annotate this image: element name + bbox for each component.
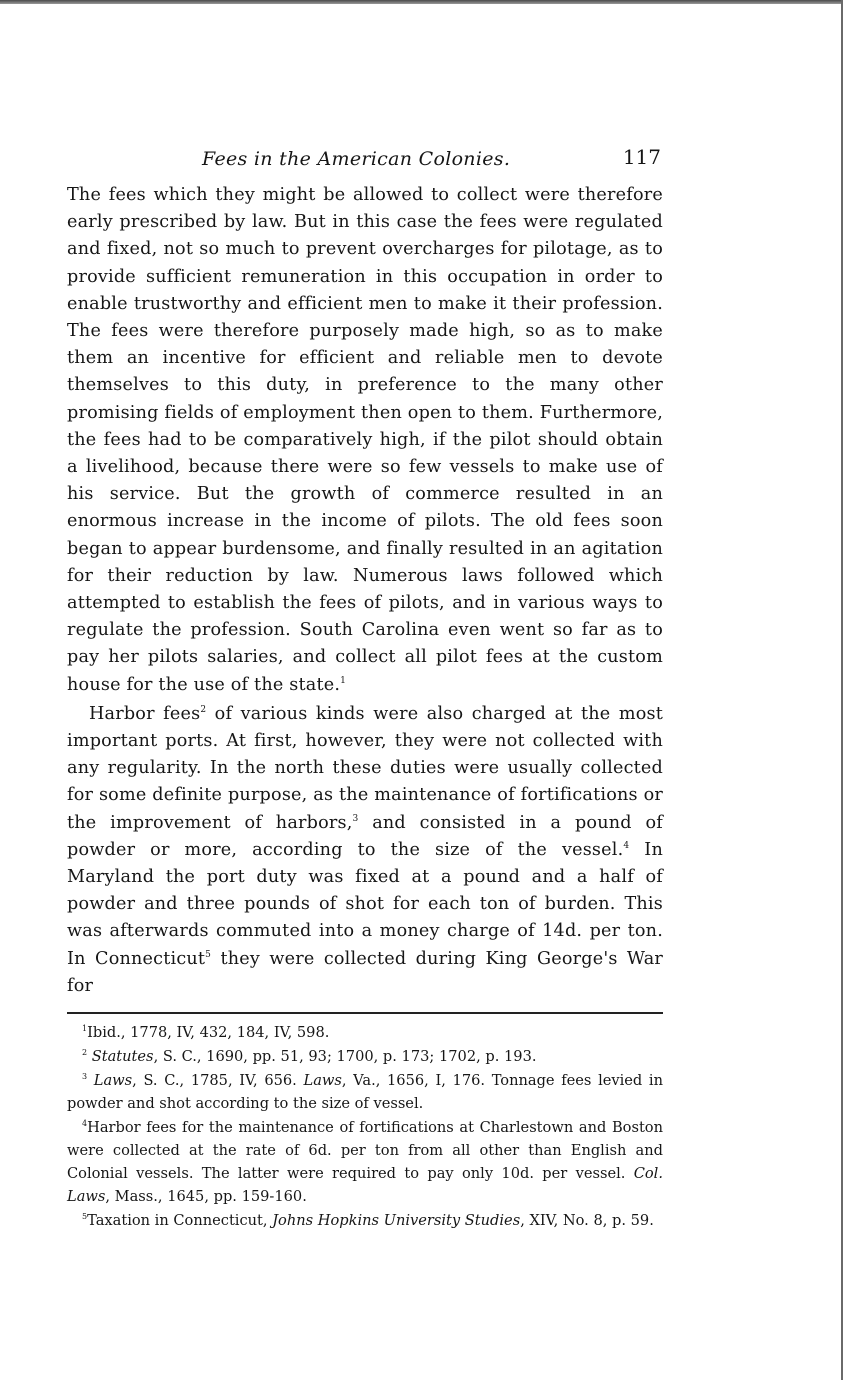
footnote-italic: Statutes <box>91 1048 154 1066</box>
footnote-text: , Mass., 1645, pp. 159-160. <box>105 1188 307 1206</box>
book-page <box>67 140 663 1233</box>
paragraph-text: The fees which they might be allowed to collect were therefore early prescribed by law. But in this case the fees were regulated and fixed, not so much to prevent overcharges for pilotage, as to provide sufficient remuneration in this occupation in order to enable trustworthy and efficient men to make it their profession. The fees were therefore purposely made high, so as to make them an incentive for efficient and reliable men to devote themselves to this duty, in preference to the many other promising fields of employment then open to them. Furthermore, the fees had to be comparatively high, if the pilot should obtain a livelihood, because there were so few vessels to make use of his service. But the growth of commerce resulted in an enormous increase in the income of pilots. The old fees soon began to appear burdensome, and finally resulted in an agitation for their reduction by law. Numerous laws followed which attempted to establish the fees of pilots, and in various ways to regulate the profession. South Carolina even went so far as to pay her pilots salaries, and collect all pilot fees at the custom house for the use of the state. <box>67 185 663 695</box>
footnote-ref-2[interactable]: 2 <box>200 704 207 715</box>
footnote-number: 2 <box>82 1048 88 1058</box>
paragraph-text: Harbor fees <box>89 703 201 724</box>
footnote-ref-4[interactable]: 4 <box>623 840 630 851</box>
footnote-italic: Col. Laws <box>67 1165 663 1206</box>
paragraph-text: of various kinds were also charged at the most important ports. At first, however, they were not collected with any regularity. In the north these duties were usually collected for some definite purpose, as the maintenance of fortifications or the improvement of harbors, <box>67 703 663 833</box>
footnote-ref-3[interactable]: 3 <box>352 813 359 824</box>
footnote-number: 5 <box>82 1212 88 1222</box>
footnote-4 <box>67 1116 663 1208</box>
paragraph-harbor-fees <box>67 701 663 1000</box>
footnote-text: , XIV, No. 8, p. 59. <box>520 1212 654 1230</box>
paragraph-text: In Maryland the port duty was fixed at a pound and a half of powder and three pounds of shot for each ton of burden. This was afterwards commuted into a money charge of 14d. per ton. In Connecticut <box>67 839 663 969</box>
footnote-number: 1 <box>82 1024 88 1034</box>
footnote-text: , S. C., 1690, pp. 51, 93; 1700, p. 173; 1702, p. 193. <box>153 1048 537 1066</box>
footnote-italic: Laws <box>303 1072 342 1090</box>
footnote-1 <box>67 1021 663 1044</box>
paragraph-pilot-fees <box>67 182 663 699</box>
footnote-number: 3 <box>82 1072 88 1082</box>
footnote-ref-1[interactable]: 1 <box>340 675 347 686</box>
footnote-ref-5[interactable]: 5 <box>205 949 212 960</box>
footnotes-section <box>67 1021 663 1232</box>
page-number: 117 <box>622 145 661 169</box>
footnote-2 <box>67 1045 663 1068</box>
running-head <box>67 140 663 182</box>
footnote-text: , Va., 1656, I, 176. Tonnage fees levied in powder and shot according to the size of vessel. <box>67 1072 663 1113</box>
paragraph-text: and consisted in a pound of powder or more, according to the size of the vessel. <box>67 812 663 860</box>
footnote-italic: Laws <box>93 1072 133 1090</box>
footnote-3 <box>67 1069 663 1115</box>
footnote-text: Taxation in Connecticut, <box>87 1212 273 1230</box>
footnote-italic: Johns Hopkins University Studies <box>272 1212 521 1230</box>
footnote-text: Ibid., 1778, IV, 432, 184, IV, 598. <box>87 1024 330 1042</box>
footnote-5 <box>67 1209 663 1232</box>
footnote-text: , S. C., 1785, IV, 656. <box>132 1072 304 1090</box>
footnote-divider <box>67 1012 663 1014</box>
footnote-number: 4 <box>82 1119 88 1129</box>
page-top-edge <box>0 0 843 4</box>
paragraph-text: they were collected during King George's War for <box>67 948 663 996</box>
footnote-text: Harbor fees for the maintenance of fortifications at Charlestown and Boston were collected at the rate of 6d. per ton from all other than English and Colonial vessels. The latter were required to pay only 10d. per vessel. <box>67 1119 663 1183</box>
running-title: Fees in the American Colonies. <box>202 148 511 170</box>
